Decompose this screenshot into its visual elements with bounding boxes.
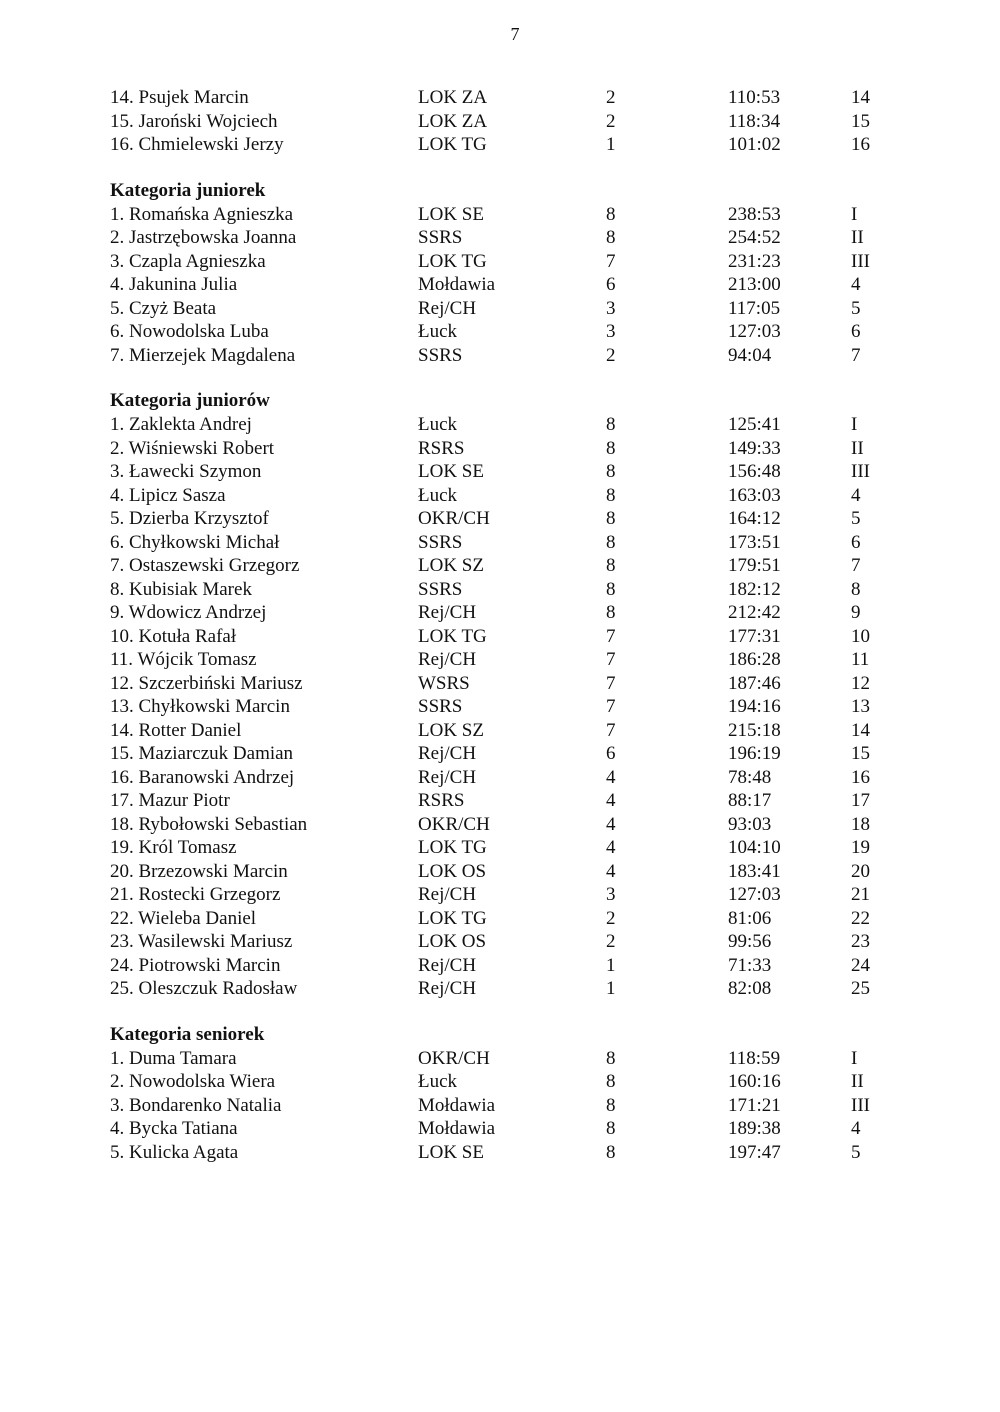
result-row xyxy=(110,226,910,250)
place-value: 5 xyxy=(851,1141,861,1163)
count-value: 7 xyxy=(606,672,616,694)
count-value: 3 xyxy=(606,297,616,319)
club-name: Rej/CH xyxy=(418,978,477,999)
competitor-name: 21. Rostecki Grzegorz xyxy=(110,884,281,905)
place-value: 7 xyxy=(851,555,861,576)
club-name: Rej/CH xyxy=(418,884,477,905)
result-row xyxy=(110,86,910,110)
time-value: 164:12 xyxy=(728,508,781,529)
club-name: Łuck xyxy=(418,484,458,506)
count-value: 8 xyxy=(606,1094,616,1116)
result-row xyxy=(110,977,910,1001)
result-row xyxy=(110,320,910,344)
club-name: SSRS xyxy=(418,344,463,366)
time-value: 179:51 xyxy=(728,555,781,576)
club-name: LOK TG xyxy=(418,837,487,858)
club-name: Łuck xyxy=(418,414,458,435)
club-name: Łuck xyxy=(418,1071,458,1092)
time-value: 101:02 xyxy=(728,134,781,155)
competitor-name: 25. Oleszczuk Radosław xyxy=(110,978,298,999)
time-value: 82:08 xyxy=(728,978,772,999)
count-value: 4 xyxy=(606,790,616,811)
count-value: 7 xyxy=(606,625,616,647)
place-value: 22 xyxy=(851,907,870,929)
place-value: 4 xyxy=(851,484,861,506)
competitor-name: 5. Kulicka Agata xyxy=(110,1141,239,1163)
result-row xyxy=(110,789,910,813)
result-row xyxy=(110,203,910,227)
count-value: 8 xyxy=(606,508,616,529)
place-value: 21 xyxy=(851,884,870,905)
time-value: 238:53 xyxy=(728,203,781,225)
time-value: 196:19 xyxy=(728,743,781,764)
result-row xyxy=(110,766,910,790)
place-value: I xyxy=(851,414,858,435)
place-value: 5 xyxy=(851,297,861,319)
section-title: Kategoria juniorów xyxy=(110,390,270,411)
time-value: 197:47 xyxy=(728,1141,781,1163)
competitor-name: 3. Ławecki Szymon xyxy=(110,461,262,482)
club-name: Rej/CH xyxy=(418,743,477,764)
place-value: 20 xyxy=(851,860,870,882)
competitor-name: 1. Duma Tamara xyxy=(110,1047,237,1069)
count-value: 2 xyxy=(606,907,616,929)
competitor-name: 7. Mierzejek Magdalena xyxy=(110,344,296,366)
result-row xyxy=(110,1117,910,1141)
place-value: 7 xyxy=(851,344,861,366)
place-value: 16 xyxy=(851,766,870,788)
section-title: Kategoria seniorek xyxy=(110,1023,265,1045)
result-row xyxy=(110,437,910,461)
time-value: 212:42 xyxy=(728,602,781,623)
time-value: 78:48 xyxy=(728,766,772,788)
time-value: 149:33 xyxy=(728,437,781,459)
place-value: 10 xyxy=(851,625,870,647)
competitor-name: 19. Król Tomasz xyxy=(110,837,237,858)
club-name: Łuck xyxy=(418,321,458,342)
result-row xyxy=(110,1047,910,1071)
count-value: 8 xyxy=(606,484,616,506)
competitor-name: 2. Nowodolska Wiera xyxy=(110,1071,276,1092)
club-name: RSRS xyxy=(418,437,465,459)
result-row xyxy=(110,531,910,555)
count-value: 8 xyxy=(606,1118,616,1139)
place-value: 4 xyxy=(851,1118,861,1139)
club-name: LOK SE xyxy=(418,203,484,225)
result-row xyxy=(110,719,910,743)
club-name: Rej/CH xyxy=(418,649,477,670)
club-name: SSRS xyxy=(418,578,463,600)
competitor-name: 22. Wieleba Daniel xyxy=(110,907,257,929)
result-row xyxy=(110,813,910,837)
club-name: LOK ZA xyxy=(418,110,488,132)
place-value: 14 xyxy=(851,719,870,741)
competitor-name: 2. Wiśniewski Robert xyxy=(110,437,275,459)
time-value: 88:17 xyxy=(728,790,772,811)
place-value: 19 xyxy=(851,837,870,858)
club-name: Rej/CH xyxy=(418,602,477,623)
club-name: RSRS xyxy=(418,790,465,811)
count-value: 7 xyxy=(606,696,616,717)
time-value: 118:59 xyxy=(728,1047,781,1069)
competitor-name: 13. Chyłkowski Marcin xyxy=(110,696,290,717)
competitor-name: 4. Bycka Tatiana xyxy=(110,1118,238,1139)
time-value: 171:21 xyxy=(728,1094,781,1116)
count-value: 7 xyxy=(606,719,616,741)
result-row xyxy=(110,344,910,368)
count-value: 8 xyxy=(606,578,616,600)
time-value: 183:41 xyxy=(728,860,781,882)
page-number: 7 xyxy=(510,24,520,44)
count-value: 1 xyxy=(606,134,616,155)
competitor-name: 15. Maziarczuk Damian xyxy=(110,743,294,764)
category-section xyxy=(110,1023,910,1165)
time-value: 160:16 xyxy=(728,1071,781,1092)
count-value: 4 xyxy=(606,766,616,788)
time-value: 94:04 xyxy=(728,344,772,366)
time-value: 231:23 xyxy=(728,250,781,272)
club-name: LOK ZA xyxy=(418,87,488,108)
competitor-name: 15. Jaroński Wojciech xyxy=(110,110,278,132)
place-value: 25 xyxy=(851,978,870,999)
club-name: Rej/CH xyxy=(418,766,477,788)
competitor-name: 16. Chmielewski Jerzy xyxy=(110,134,284,155)
count-value: 4 xyxy=(606,860,616,882)
place-value: 24 xyxy=(851,954,870,976)
count-value: 8 xyxy=(606,203,616,225)
time-value: 125:41 xyxy=(728,414,781,435)
result-row xyxy=(110,1070,910,1094)
time-value: 99:56 xyxy=(728,931,772,952)
club-name: Mołdawia xyxy=(418,1094,496,1116)
count-value: 7 xyxy=(606,250,616,272)
result-row xyxy=(110,578,910,602)
result-row xyxy=(110,860,910,884)
result-row xyxy=(110,672,910,696)
time-value: 189:38 xyxy=(728,1118,781,1139)
result-row xyxy=(110,883,910,907)
count-value: 3 xyxy=(606,321,616,342)
time-value: 93:03 xyxy=(728,813,772,835)
count-value: 8 xyxy=(606,531,616,553)
club-name: LOK TG xyxy=(418,907,487,929)
time-value: 213:00 xyxy=(728,274,781,295)
time-value: 254:52 xyxy=(728,227,781,248)
category-section xyxy=(110,179,910,368)
competitor-name: 3. Czapla Agnieszka xyxy=(110,250,266,272)
count-value: 7 xyxy=(606,649,616,670)
place-value: 11 xyxy=(851,649,870,670)
time-value: 156:48 xyxy=(728,461,781,482)
competitor-name: 5. Czyż Beata xyxy=(110,297,217,319)
result-row xyxy=(110,413,910,437)
place-value: III xyxy=(851,1094,870,1116)
count-value: 6 xyxy=(606,743,616,764)
count-value: 3 xyxy=(606,884,616,905)
club-name: LOK OS xyxy=(418,931,487,952)
continuation-table xyxy=(110,86,910,157)
place-value: III xyxy=(851,250,870,272)
place-value: I xyxy=(851,1047,858,1069)
count-value: 8 xyxy=(606,1071,616,1092)
count-value: 8 xyxy=(606,437,616,459)
place-value: 17 xyxy=(851,790,870,811)
club-name: LOK TG xyxy=(418,250,487,272)
club-name: OKR/CH xyxy=(418,813,490,835)
result-row xyxy=(110,460,910,484)
place-value: II xyxy=(851,437,864,459)
result-row xyxy=(110,742,910,766)
competitor-name: 23. Wasilewski Mariusz xyxy=(110,931,293,952)
place-value: 13 xyxy=(851,696,870,717)
club-name: Mołdawia xyxy=(418,274,496,295)
category-section xyxy=(110,389,910,1001)
club-name: OKR/CH xyxy=(418,508,490,529)
time-value: 186:28 xyxy=(728,649,781,670)
place-value: II xyxy=(851,1071,864,1092)
place-value: 16 xyxy=(851,134,870,155)
time-value: 194:16 xyxy=(728,696,781,717)
count-value: 1 xyxy=(606,978,616,999)
club-name: Rej/CH xyxy=(418,954,477,976)
result-row xyxy=(110,1094,910,1118)
competitor-name: 4. Jakunina Julia xyxy=(110,274,238,295)
time-value: 182:12 xyxy=(728,578,781,600)
result-row xyxy=(110,695,910,719)
club-name: SSRS xyxy=(418,696,463,717)
count-value: 2 xyxy=(606,87,616,108)
competitor-name: 20. Brzezowski Marcin xyxy=(110,860,288,882)
competitor-name: 4. Lipicz Sasza xyxy=(110,484,226,506)
result-row xyxy=(110,554,910,578)
place-value: 5 xyxy=(851,508,861,529)
competitor-name: 24. Piotrowski Marcin xyxy=(110,954,281,976)
result-row xyxy=(110,907,910,931)
time-value: 187:46 xyxy=(728,672,781,694)
competitor-name: 14. Psujek Marcin xyxy=(110,87,249,108)
place-value: 12 xyxy=(851,672,870,694)
result-row xyxy=(110,648,910,672)
competitor-name: 2. Jastrzębowska Joanna xyxy=(110,227,297,248)
place-value: 9 xyxy=(851,602,861,623)
competitor-name: 17. Mazur Piotr xyxy=(110,790,230,811)
count-value: 8 xyxy=(606,602,616,623)
club-name: OKR/CH xyxy=(418,1047,490,1069)
club-name: SSRS xyxy=(418,227,463,248)
competitor-name: 10. Kotuła Rafał xyxy=(110,625,237,647)
time-value: 163:03 xyxy=(728,484,781,506)
time-value: 127:03 xyxy=(728,884,781,905)
place-value: 8 xyxy=(851,578,861,600)
result-row xyxy=(110,484,910,508)
time-value: 118:34 xyxy=(728,110,781,132)
count-value: 1 xyxy=(606,954,616,976)
club-name: LOK SE xyxy=(418,1141,484,1163)
competitor-name: 8. Kubisiak Marek xyxy=(110,578,252,600)
club-name: LOK TG xyxy=(418,134,487,155)
time-value: 117:05 xyxy=(728,297,781,319)
count-value: 2 xyxy=(606,110,616,132)
count-value: 4 xyxy=(606,837,616,858)
club-name: LOK SE xyxy=(418,461,484,482)
competitor-name: 9. Wdowicz Andrzej xyxy=(110,602,267,623)
club-name: LOK SZ xyxy=(418,719,484,741)
place-value: 14 xyxy=(851,87,870,108)
club-name: WSRS xyxy=(418,672,470,694)
competitor-name: 5. Dzierba Krzysztof xyxy=(110,508,269,529)
competitor-name: 14. Rotter Daniel xyxy=(110,719,242,741)
time-value: 71:33 xyxy=(728,954,772,976)
count-value: 2 xyxy=(606,344,616,366)
result-row xyxy=(110,836,910,860)
result-row xyxy=(110,133,910,157)
place-value: 6 xyxy=(851,531,861,553)
competitor-name: 6. Nowodolska Luba xyxy=(110,321,269,342)
time-value: 173:51 xyxy=(728,531,781,553)
club-name: Rej/CH xyxy=(418,297,477,319)
result-row xyxy=(110,273,910,297)
competitor-name: 18. Rybołowski Sebastian xyxy=(110,813,308,835)
result-row xyxy=(110,507,910,531)
category-sections xyxy=(110,179,910,1165)
result-row xyxy=(110,930,910,954)
result-row xyxy=(110,1141,910,1165)
competitor-name: 1. Romańska Agnieszka xyxy=(110,203,294,225)
section-title: Kategoria juniorek xyxy=(110,179,266,201)
time-value: 81:06 xyxy=(728,907,772,929)
competitor-name: 3. Bondarenko Natalia xyxy=(110,1094,282,1116)
count-value: 8 xyxy=(606,555,616,576)
place-value: 23 xyxy=(851,931,870,952)
competitor-name: 6. Chyłkowski Michał xyxy=(110,531,280,553)
result-row xyxy=(110,297,910,321)
place-value: I xyxy=(851,203,858,225)
result-row xyxy=(110,601,910,625)
place-value: II xyxy=(851,227,864,248)
result-row xyxy=(110,110,910,134)
place-value: 18 xyxy=(851,813,870,835)
count-value: 8 xyxy=(606,414,616,435)
count-value: 2 xyxy=(606,931,616,952)
club-name: SSRS xyxy=(418,531,463,553)
result-row xyxy=(110,954,910,978)
result-row xyxy=(110,625,910,649)
competitor-name: 12. Szczerbiński Mariusz xyxy=(110,672,303,694)
place-value: 4 xyxy=(851,274,861,295)
place-value: III xyxy=(851,461,870,482)
count-value: 4 xyxy=(606,813,616,835)
count-value: 8 xyxy=(606,1047,616,1069)
time-value: 127:03 xyxy=(728,321,781,342)
place-value: 15 xyxy=(851,743,870,764)
club-name: LOK TG xyxy=(418,625,487,647)
place-value: 6 xyxy=(851,321,861,342)
competitor-name: 1. Zaklekta Andrej xyxy=(110,414,252,435)
time-value: 104:10 xyxy=(728,837,781,858)
count-value: 8 xyxy=(606,461,616,482)
count-value: 8 xyxy=(606,1141,616,1163)
result-row xyxy=(110,250,910,274)
competitor-name: 11. Wójcik Tomasz xyxy=(110,649,257,670)
results-document xyxy=(110,86,910,1164)
place-value: 15 xyxy=(851,110,870,132)
club-name: LOK SZ xyxy=(418,555,484,576)
competitor-name: 7. Ostaszewski Grzegorz xyxy=(110,555,300,576)
club-name: LOK OS xyxy=(418,860,487,882)
time-value: 177:31 xyxy=(728,625,781,647)
count-value: 8 xyxy=(606,227,616,248)
time-value: 110:53 xyxy=(728,87,781,108)
time-value: 215:18 xyxy=(728,719,781,741)
count-value: 6 xyxy=(606,274,616,295)
competitor-name: 16. Baranowski Andrzej xyxy=(110,766,295,788)
club-name: Mołdawia xyxy=(418,1118,496,1139)
